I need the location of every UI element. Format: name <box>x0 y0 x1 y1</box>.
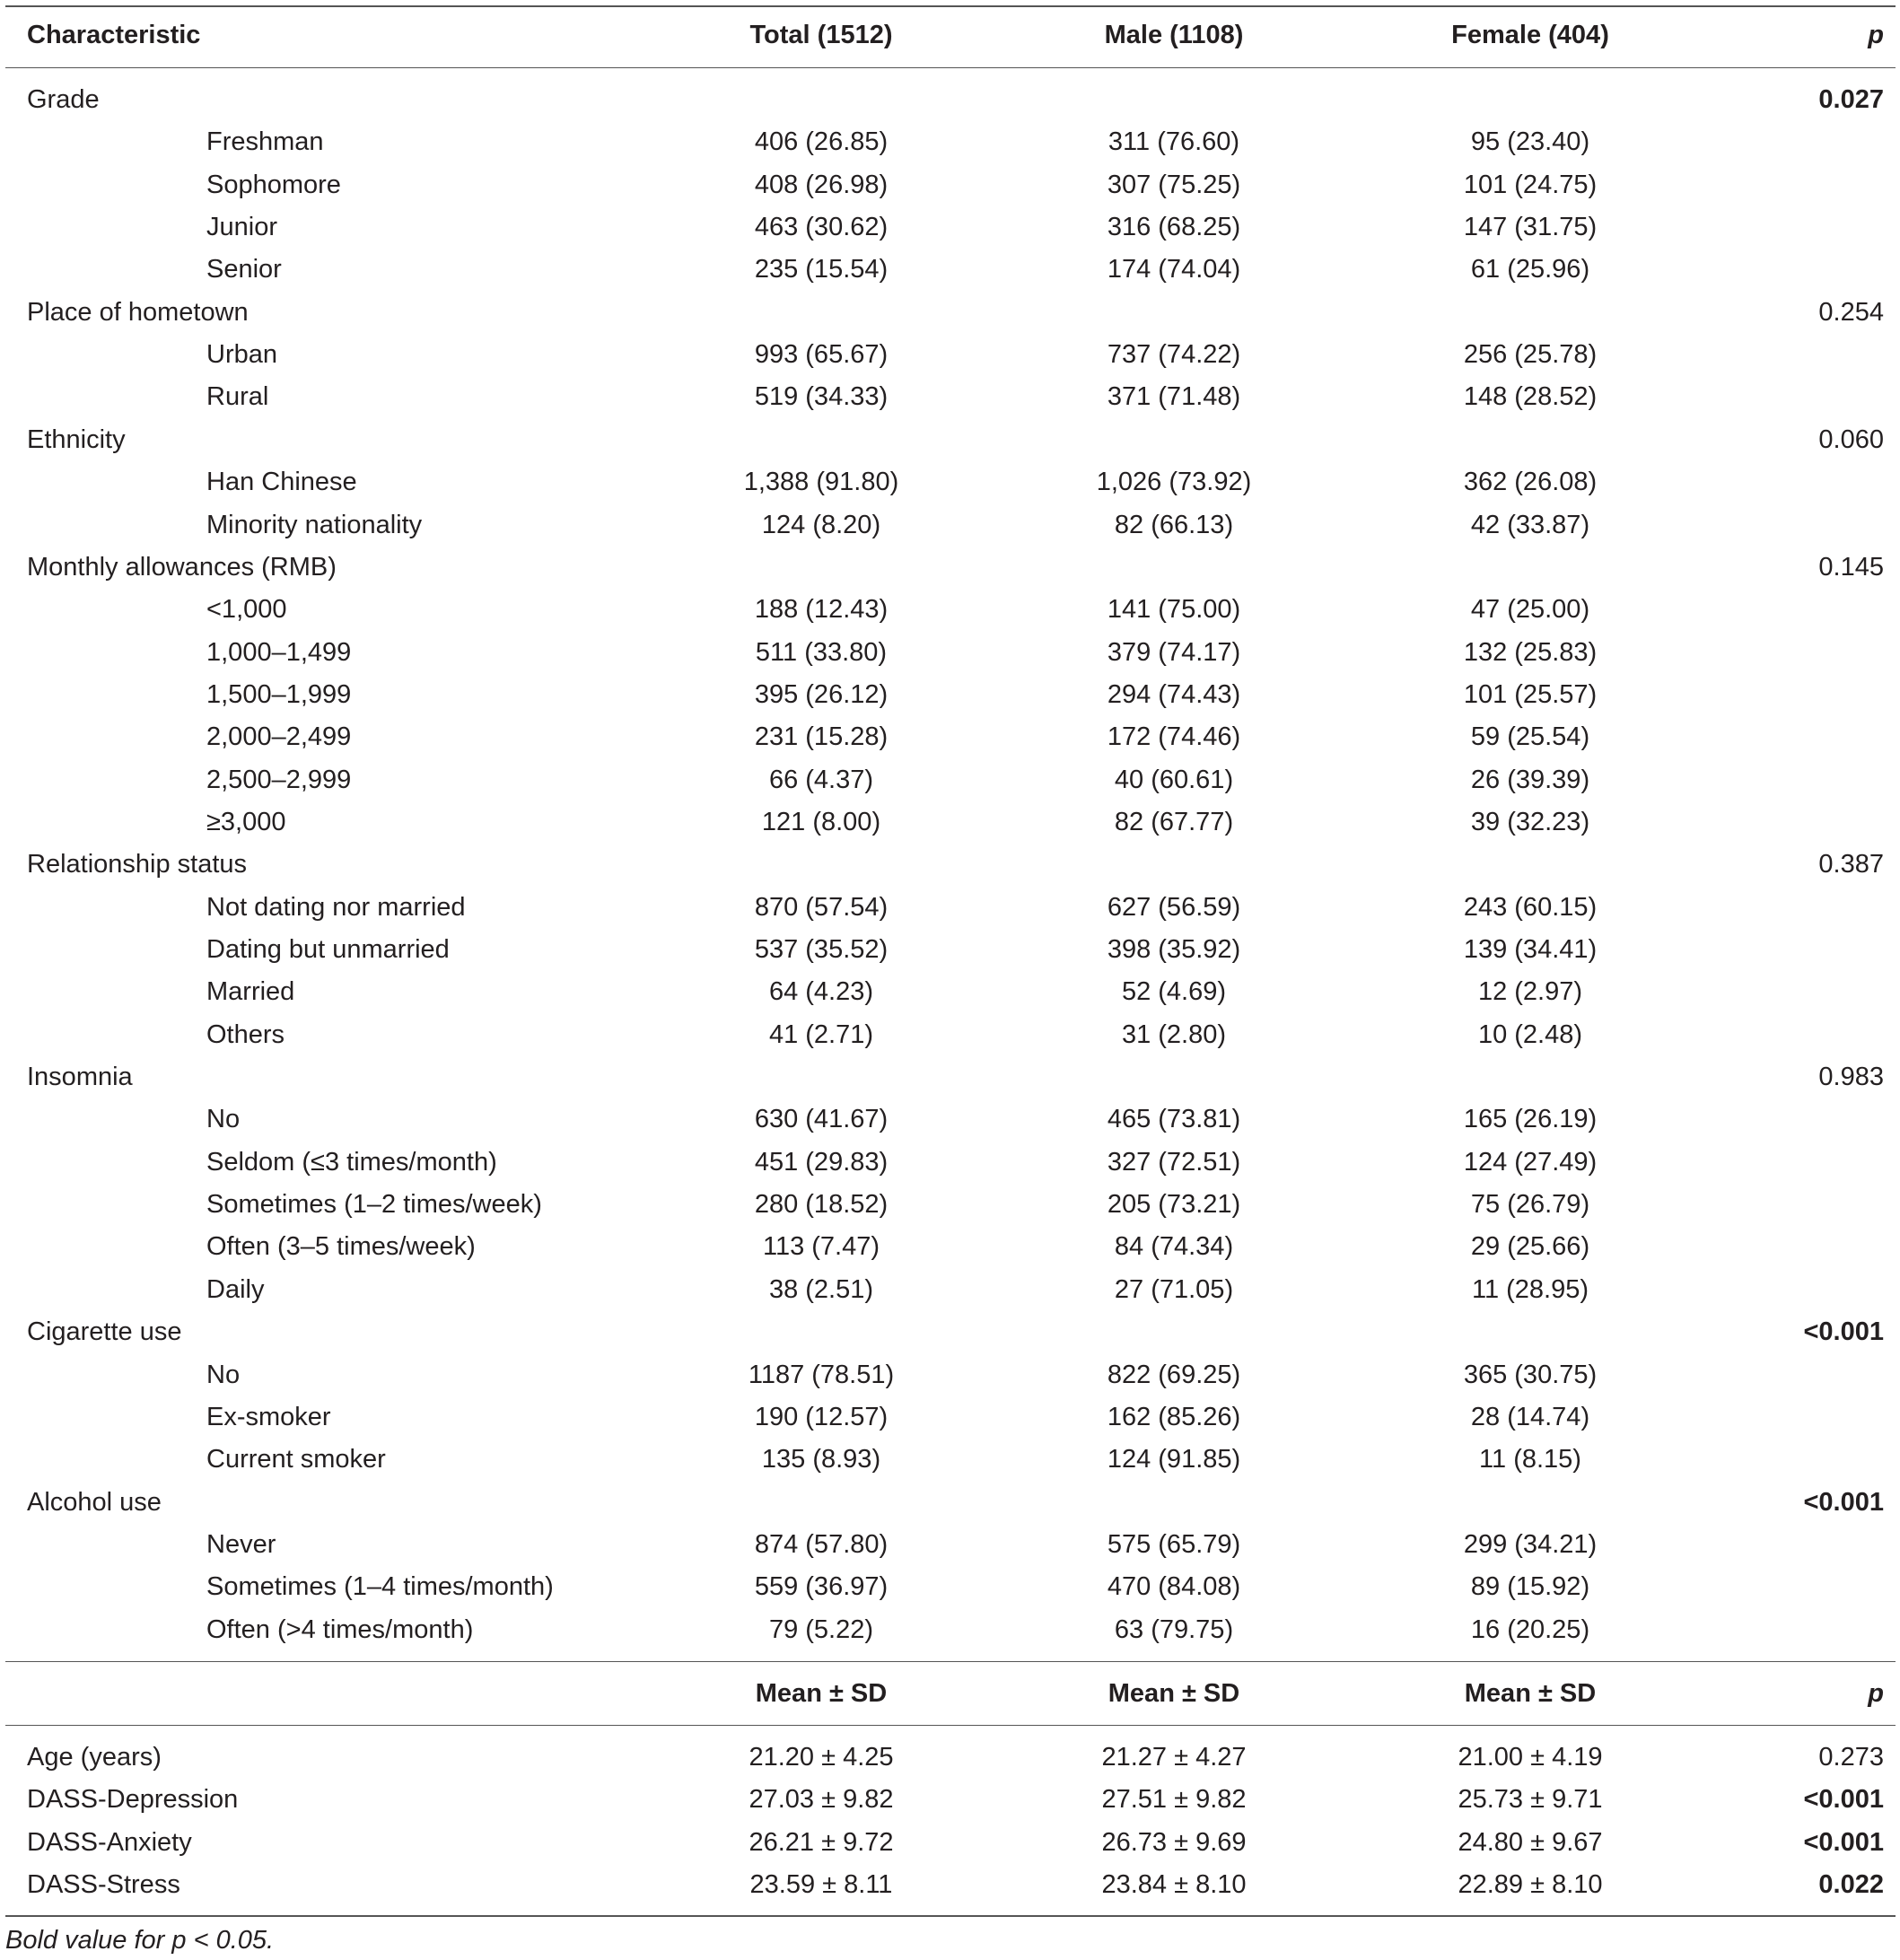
row-label: Dating but unmarried <box>206 935 450 964</box>
total-value: 113 (7.47) <box>762 1232 880 1262</box>
group-row <box>0 1311 1900 1353</box>
header2-rule <box>5 1725 1896 1726</box>
male-value: 27.51 ± 9.82 <box>1101 1785 1247 1815</box>
total-value: 26.21 ± 9.72 <box>749 1827 894 1857</box>
row-label: 2,500–2,999 <box>206 765 352 794</box>
row-label: Rural <box>206 382 269 412</box>
group-row <box>0 292 1900 334</box>
male-value: 82 (66.13) <box>1114 510 1234 539</box>
row-label: DASS-Depression <box>27 1785 239 1815</box>
table-row <box>0 887 1900 929</box>
table-row <box>0 461 1900 503</box>
male-value: 575 (65.79) <box>1107 1529 1241 1559</box>
total-value: 235 (15.54) <box>754 255 889 284</box>
total-value: 511 (33.80) <box>755 637 888 667</box>
p-value: <0.001 <box>1803 1785 1884 1815</box>
male-value: 822 (69.25) <box>1107 1360 1241 1389</box>
p-value: 0.273 <box>1818 1743 1884 1772</box>
table-header-row-2 <box>0 1673 1900 1715</box>
male-value: 23.84 ± 8.10 <box>1101 1869 1247 1899</box>
male-value: 162 (85.26) <box>1107 1402 1241 1431</box>
female-value: 148 (28.52) <box>1463 382 1598 412</box>
table-row <box>0 121 1900 163</box>
total-value: 190 (12.57) <box>754 1402 889 1431</box>
table-row <box>0 716 1900 758</box>
table-row <box>0 674 1900 716</box>
male-value: 141 (75.00) <box>1107 595 1241 625</box>
table-row <box>0 1142 1900 1184</box>
p-value: 0.387 <box>1818 850 1884 879</box>
header-male: Male (1108) <box>1104 21 1244 49</box>
continuous-row <box>0 1779 1900 1821</box>
group-label: Place of hometown <box>27 297 249 327</box>
row-label: No <box>206 1360 241 1389</box>
female-value: 59 (25.54) <box>1470 722 1590 752</box>
header-characteristic: Characteristic <box>27 21 201 49</box>
total-value: 1187 (78.51) <box>748 1360 895 1389</box>
table-row <box>0 1354 1900 1396</box>
row-label: DASS-Anxiety <box>27 1827 192 1857</box>
header2-male: Mean ± SD <box>1108 1679 1240 1708</box>
total-value: 559 (36.97) <box>754 1572 889 1602</box>
row-label: Ex-smoker <box>206 1402 331 1431</box>
table-row <box>0 971 1900 1013</box>
table-row <box>0 1226 1900 1268</box>
table-row <box>0 334 1900 376</box>
table-row <box>0 801 1900 844</box>
row-label: Han Chinese <box>206 468 357 497</box>
total-value: 519 (34.33) <box>754 382 889 412</box>
total-value: 41 (2.71) <box>768 1019 874 1049</box>
table-row <box>0 589 1900 631</box>
female-value: 147 (31.75) <box>1463 213 1598 242</box>
female-value: 101 (24.75) <box>1463 170 1598 199</box>
row-label: Daily <box>206 1274 265 1304</box>
header2-female: Mean ± SD <box>1464 1679 1597 1708</box>
female-value: 28 (14.74) <box>1470 1402 1590 1431</box>
row-label: No <box>206 1105 241 1134</box>
continuous-row <box>0 1737 1900 1779</box>
group-label: Ethnicity <box>27 424 126 454</box>
female-value: 243 (60.15) <box>1463 892 1598 922</box>
header-female: Female (404) <box>1451 21 1609 49</box>
total-value: 38 (2.51) <box>768 1274 874 1304</box>
group-row <box>0 844 1900 886</box>
total-value: 630 (41.67) <box>754 1105 889 1134</box>
male-value: 205 (73.21) <box>1107 1190 1241 1220</box>
total-value: 993 (65.67) <box>754 340 889 370</box>
group-label: Grade <box>27 85 100 114</box>
continuous-row <box>0 1864 1900 1906</box>
group-row <box>0 79 1900 121</box>
female-value: 24.80 ± 9.67 <box>1458 1827 1603 1857</box>
group-label: Insomnia <box>27 1063 133 1092</box>
p-value: 0.254 <box>1818 297 1884 327</box>
male-value: 172 (74.46) <box>1107 722 1241 752</box>
group-label: Cigarette use <box>27 1317 182 1347</box>
group-label: Alcohol use <box>27 1487 162 1517</box>
total-value: 121 (8.00) <box>761 807 881 836</box>
table-row <box>0 1269 1900 1311</box>
table-header-row <box>0 14 1900 57</box>
total-value: 280 (18.52) <box>754 1190 889 1220</box>
p-value: 0.145 <box>1818 552 1884 582</box>
row-label: Age (years) <box>27 1743 162 1772</box>
female-value: 12 (2.97) <box>1477 977 1583 1007</box>
row-label: Freshman <box>206 127 324 157</box>
table-row <box>0 206 1900 249</box>
p-value: 0.027 <box>1818 85 1884 114</box>
male-value: 311 (76.60) <box>1108 127 1240 157</box>
row-label: Not dating nor married <box>206 892 466 922</box>
row-label: Urban <box>206 340 277 370</box>
male-value: 26.73 ± 9.69 <box>1101 1827 1247 1857</box>
female-value: 89 (15.92) <box>1470 1572 1590 1602</box>
female-value: 132 (25.83) <box>1463 637 1598 667</box>
row-label: Often (>4 times/month) <box>206 1614 474 1644</box>
group-row <box>0 547 1900 589</box>
total-value: 870 (57.54) <box>754 892 889 922</box>
male-value: 82 (67.77) <box>1114 807 1234 836</box>
total-value: 188 (12.43) <box>754 595 889 625</box>
female-value: 365 (30.75) <box>1463 1360 1598 1389</box>
total-value: 79 (5.22) <box>768 1614 874 1644</box>
table-row <box>0 249 1900 291</box>
group-row <box>0 1482 1900 1524</box>
total-value: 27.03 ± 9.82 <box>749 1785 894 1815</box>
p-value: 0.022 <box>1818 1869 1884 1899</box>
total-value: 1,388 (91.80) <box>743 468 899 497</box>
female-value: 22.89 ± 8.10 <box>1458 1869 1603 1899</box>
female-value: 362 (26.08) <box>1463 468 1598 497</box>
total-value: 231 (15.28) <box>754 722 889 752</box>
table-row <box>0 1524 1900 1566</box>
row-label: 2,000–2,499 <box>206 722 352 752</box>
total-value: 64 (4.23) <box>768 977 874 1007</box>
row-label: 1,500–1,999 <box>206 679 352 709</box>
male-value: 379 (74.17) <box>1107 637 1241 667</box>
table-row <box>0 1566 1900 1608</box>
female-value: 11 (28.95) <box>1471 1274 1589 1304</box>
male-value: 21.27 ± 4.27 <box>1101 1743 1247 1772</box>
header2-total: Mean ± SD <box>755 1679 888 1708</box>
female-value: 124 (27.49) <box>1463 1147 1598 1177</box>
header-rule <box>5 67 1896 68</box>
table-top-rule <box>5 5 1896 7</box>
row-label: Seldom (≤3 times/month) <box>206 1147 497 1177</box>
total-value: 135 (8.93) <box>761 1445 881 1474</box>
p-value: 0.983 <box>1818 1063 1884 1092</box>
male-value: 371 (71.48) <box>1107 382 1241 412</box>
male-value: 398 (35.92) <box>1107 935 1241 964</box>
table-row <box>0 1396 1900 1439</box>
row-label: Others <box>206 1019 285 1049</box>
female-value: 139 (34.41) <box>1463 935 1598 964</box>
male-value: 84 (74.34) <box>1114 1232 1234 1262</box>
female-value: 101 (25.57) <box>1463 679 1598 709</box>
row-label: Junior <box>206 213 277 242</box>
female-value: 165 (26.19) <box>1463 1105 1598 1134</box>
row-label: <1,000 <box>206 595 287 625</box>
total-value: 395 (26.12) <box>754 679 889 709</box>
total-value: 874 (57.80) <box>754 1529 889 1559</box>
total-value: 66 (4.37) <box>768 765 874 794</box>
table-row <box>0 376 1900 418</box>
male-value: 737 (74.22) <box>1107 340 1241 370</box>
female-value: 16 (20.25) <box>1470 1614 1590 1644</box>
row-label: Never <box>206 1529 276 1559</box>
row-label: 1,000–1,499 <box>206 637 352 667</box>
female-value: 42 (33.87) <box>1470 510 1590 539</box>
male-value: 40 (60.61) <box>1114 765 1234 794</box>
female-value: 29 (25.66) <box>1470 1232 1590 1262</box>
female-value: 299 (34.21) <box>1463 1529 1598 1559</box>
female-value: 25.73 ± 9.71 <box>1458 1785 1603 1815</box>
row-label: DASS-Stress <box>27 1869 180 1899</box>
row-label: Sophomore <box>206 170 341 199</box>
total-value: 23.59 ± 8.11 <box>749 1869 893 1899</box>
row-label: Minority nationality <box>206 510 423 539</box>
row-label: Current smoker <box>206 1445 386 1474</box>
p-value: <0.001 <box>1803 1827 1884 1857</box>
female-value: 47 (25.00) <box>1470 595 1590 625</box>
table-row <box>0 504 1900 547</box>
group-label: Monthly allowances (RMB) <box>27 552 337 582</box>
table-row <box>0 1439 1900 1481</box>
row-label: Married <box>206 977 295 1007</box>
male-value: 294 (74.43) <box>1107 679 1241 709</box>
group-label: Relationship status <box>27 850 248 879</box>
continuous-row <box>0 1822 1900 1864</box>
male-value: 470 (84.08) <box>1107 1572 1241 1602</box>
male-value: 124 (91.85) <box>1107 1445 1241 1474</box>
header-total: Total (1512) <box>749 21 893 49</box>
table-row <box>0 759 1900 801</box>
table-footnote: Bold value for p < 0.05. <box>5 1926 275 1955</box>
male-value: 174 (74.04) <box>1107 255 1241 284</box>
table-row <box>0 164 1900 206</box>
p-value: 0.060 <box>1818 424 1884 454</box>
header2-p: p <box>1868 1679 1884 1708</box>
male-value: 63 (79.75) <box>1114 1614 1234 1644</box>
total-value: 124 (8.20) <box>761 510 881 539</box>
male-value: 307 (75.25) <box>1107 170 1241 199</box>
female-value: 21.00 ± 4.19 <box>1458 1743 1603 1772</box>
total-value: 537 (35.52) <box>754 935 889 964</box>
table-row <box>0 1098 1900 1141</box>
female-value: 75 (26.79) <box>1470 1190 1590 1220</box>
p-value: <0.001 <box>1803 1487 1884 1517</box>
male-value: 27 (71.05) <box>1114 1274 1234 1304</box>
total-value: 463 (30.62) <box>754 213 889 242</box>
table-row <box>0 1184 1900 1226</box>
total-value: 451 (29.83) <box>754 1147 889 1177</box>
section-rule <box>5 1661 1896 1662</box>
header-p: p <box>1868 21 1884 49</box>
male-value: 31 (2.80) <box>1121 1019 1227 1049</box>
table-row <box>0 632 1900 674</box>
p-value: <0.001 <box>1803 1317 1884 1347</box>
group-row <box>0 419 1900 461</box>
female-value: 11 (8.15) <box>1479 1445 1581 1474</box>
row-label: Senior <box>206 255 282 284</box>
total-value: 406 (26.85) <box>754 127 889 157</box>
female-value: 61 (25.96) <box>1470 255 1590 284</box>
female-value: 10 (2.48) <box>1477 1019 1583 1049</box>
table-row <box>0 1014 1900 1056</box>
table-bottom-rule <box>5 1915 1896 1917</box>
male-value: 327 (72.51) <box>1107 1147 1241 1177</box>
row-label: Sometimes (1–2 times/week) <box>206 1190 542 1220</box>
total-value: 408 (26.98) <box>754 170 889 199</box>
row-label: ≥3,000 <box>206 807 286 836</box>
group-row <box>0 1056 1900 1098</box>
male-value: 52 (4.69) <box>1121 977 1227 1007</box>
table-row <box>0 929 1900 971</box>
male-value: 465 (73.81) <box>1107 1105 1241 1134</box>
table-row <box>0 1609 1900 1651</box>
male-value: 316 (68.25) <box>1107 213 1241 242</box>
row-label: Sometimes (1–4 times/month) <box>206 1572 554 1602</box>
female-value: 256 (25.78) <box>1463 340 1598 370</box>
male-value: 1,026 (73.92) <box>1096 468 1252 497</box>
total-value: 21.20 ± 4.25 <box>749 1743 894 1772</box>
female-value: 26 (39.39) <box>1470 765 1590 794</box>
female-value: 95 (23.40) <box>1470 127 1590 157</box>
female-value: 39 (32.23) <box>1470 807 1590 836</box>
row-label: Often (3–5 times/week) <box>206 1232 476 1262</box>
male-value: 627 (56.59) <box>1107 892 1241 922</box>
